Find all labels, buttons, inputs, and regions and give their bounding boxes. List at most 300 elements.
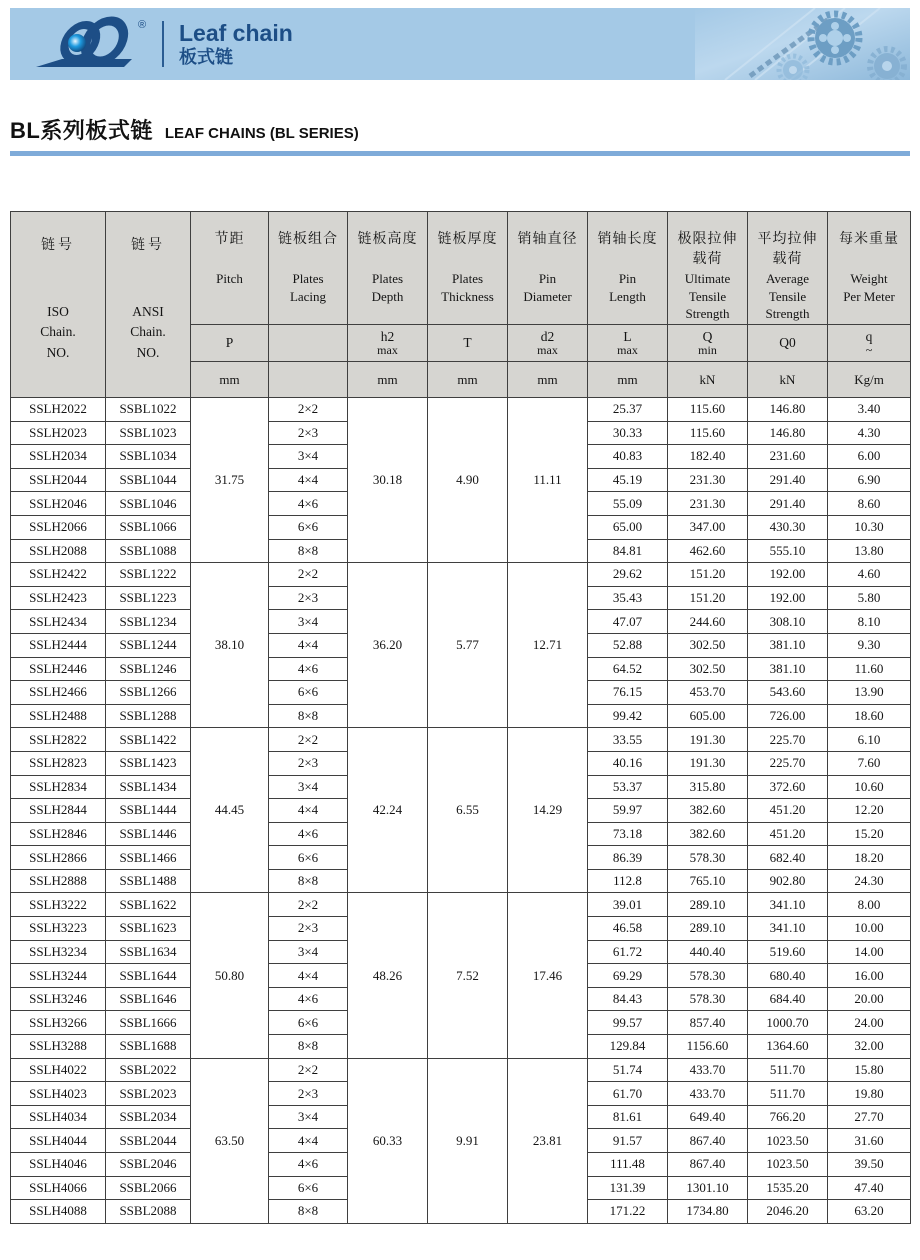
cell-weight: 18.60	[828, 704, 911, 728]
cell-iso-chain-no: SSLH2034	[11, 445, 106, 469]
cell-weight: 39.50	[828, 1153, 911, 1177]
cell-plates-thickness: 6.55	[428, 728, 508, 893]
cell-weight: 13.80	[828, 539, 911, 563]
cell-average-tensile: 231.60	[748, 445, 828, 469]
cell-average-tensile: 2046.20	[748, 1200, 828, 1224]
cell-pin-diameter: 23.81	[508, 1058, 588, 1223]
cell-pitch: 50.80	[191, 893, 269, 1058]
cell-plates-lacing: 2×2	[269, 563, 348, 587]
cell-average-tensile: 543.60	[748, 681, 828, 705]
cell-iso-chain-no: SSLH4023	[11, 1082, 106, 1106]
cell-plates-lacing: 3×4	[269, 445, 348, 469]
cell-weight: 15.80	[828, 1058, 911, 1082]
cell-iso-chain-no: SSLH2044	[11, 468, 106, 492]
cell-plates-depth: 36.20	[348, 563, 428, 728]
cell-pin-length: 59.97	[588, 799, 668, 823]
cell-pin-length: 52.88	[588, 633, 668, 657]
cell-ansi-chain-no: SSBL1423	[106, 751, 191, 775]
cell-average-tensile: 1364.60	[748, 1035, 828, 1059]
header-plates-thickness: 链板厚度 Plates Thickness	[428, 212, 508, 325]
cell-ansi-chain-no: SSBL2023	[106, 1082, 191, 1106]
cell-plates-lacing: 2×2	[269, 1058, 348, 1082]
cell-plates-lacing: 8×8	[269, 539, 348, 563]
cell-plates-thickness: 5.77	[428, 563, 508, 728]
cell-pin-length: 84.43	[588, 987, 668, 1011]
cell-iso-chain-no: SSLH4034	[11, 1105, 106, 1129]
cell-pin-length: 69.29	[588, 964, 668, 988]
cell-ultimate-tensile: 433.70	[668, 1082, 748, 1106]
cell-weight: 11.60	[828, 657, 911, 681]
cell-plates-lacing: 2×2	[269, 728, 348, 752]
cell-pin-length: 40.83	[588, 445, 668, 469]
cell-pin-length: 45.19	[588, 468, 668, 492]
cell-ultimate-tensile: 191.30	[668, 728, 748, 752]
cell-pin-length: 91.57	[588, 1129, 668, 1153]
cell-weight: 24.00	[828, 1011, 911, 1035]
cell-pin-length: 61.72	[588, 940, 668, 964]
cell-plates-thickness: 9.91	[428, 1058, 508, 1223]
cell-ansi-chain-no: SSBL1066	[106, 515, 191, 539]
cell-weight: 5.80	[828, 586, 911, 610]
cell-plates-lacing: 4×4	[269, 468, 348, 492]
product-name-zh: 板式链	[179, 46, 233, 67]
cell-plates-depth: 42.24	[348, 728, 428, 893]
cell-plates-lacing: 3×4	[269, 610, 348, 634]
cell-pin-length: 35.43	[588, 586, 668, 610]
cell-ansi-chain-no: SSBL1223	[106, 586, 191, 610]
cell-average-tensile: 341.10	[748, 917, 828, 941]
cell-plates-lacing: 4×4	[269, 799, 348, 823]
cell-ansi-chain-no: SSBL1622	[106, 893, 191, 917]
cell-weight: 13.90	[828, 681, 911, 705]
cell-ultimate-tensile: 382.60	[668, 799, 748, 823]
header-ansi-chain-no	[106, 212, 191, 398]
cell-plates-thickness: 4.90	[428, 398, 508, 563]
cell-iso-chain-no: SSLH3222	[11, 893, 106, 917]
header-unit-pitch: mm	[191, 362, 269, 398]
cell-ansi-chain-no: SSBL1634	[106, 940, 191, 964]
table-row	[11, 728, 911, 752]
cell-pin-length: 46.58	[588, 917, 668, 941]
cell-plates-thickness: 7.52	[428, 893, 508, 1058]
brand-divider	[162, 21, 164, 67]
cell-average-tensile: 451.20	[748, 799, 828, 823]
cell-iso-chain-no: SSLH2088	[11, 539, 106, 563]
header-iso-chain-no	[11, 212, 106, 398]
cell-ultimate-tensile: 231.30	[668, 492, 748, 516]
cell-weight: 6.00	[828, 445, 911, 469]
cell-iso-chain-no: SSLH2846	[11, 822, 106, 846]
cell-iso-chain-no: SSLH3266	[11, 1011, 106, 1035]
cell-average-tensile: 1000.70	[748, 1011, 828, 1035]
header-sym-average: Q0	[748, 325, 828, 362]
cell-ultimate-tensile: 289.10	[668, 893, 748, 917]
header-unit-average: kN	[748, 362, 828, 398]
cell-ansi-chain-no: SSBL1266	[106, 681, 191, 705]
cell-iso-chain-no: SSLH2834	[11, 775, 106, 799]
cell-ultimate-tensile: 578.30	[668, 964, 748, 988]
cell-average-tensile: 1535.20	[748, 1176, 828, 1200]
cell-weight: 15.20	[828, 822, 911, 846]
page-title-en: LEAF CHAINS (BL SERIES)	[164, 125, 359, 142]
cell-ansi-chain-no: SSBL1244	[106, 633, 191, 657]
cell-pitch: 44.45	[191, 728, 269, 893]
cell-average-tensile: 291.40	[748, 468, 828, 492]
cell-iso-chain-no: SSLH4022	[11, 1058, 106, 1082]
header-sym-pin-diameter: d2 max	[508, 325, 588, 362]
cell-ansi-chain-no: SSBL1088	[106, 539, 191, 563]
cell-pin-length: 111.48	[588, 1153, 668, 1177]
cell-ultimate-tensile: 115.60	[668, 398, 748, 422]
header-sym-lacing	[269, 325, 348, 362]
cell-pin-length: 55.09	[588, 492, 668, 516]
cell-plates-lacing: 4×4	[269, 1129, 348, 1153]
cell-plates-lacing: 8×8	[269, 1035, 348, 1059]
cell-plates-lacing: 6×6	[269, 681, 348, 705]
cell-ansi-chain-no: SSBL1044	[106, 468, 191, 492]
cell-average-tensile: 372.60	[748, 775, 828, 799]
header-iso-zh: 链号	[41, 238, 75, 253]
cell-pin-length: 76.15	[588, 681, 668, 705]
cell-weight: 16.00	[828, 964, 911, 988]
cell-iso-chain-no: SSLH2446	[11, 657, 106, 681]
cell-iso-chain-no: SSLH2434	[11, 610, 106, 634]
page-title	[10, 114, 910, 145]
cell-weight: 9.30	[828, 633, 911, 657]
cell-plates-lacing: 4×6	[269, 657, 348, 681]
cell-pin-length: 25.37	[588, 398, 668, 422]
cell-pin-length: 40.16	[588, 751, 668, 775]
header-sym-depth: h2 max	[348, 325, 428, 362]
cell-average-tensile: 291.40	[748, 492, 828, 516]
cell-average-tensile: 381.10	[748, 633, 828, 657]
cell-pin-length: 33.55	[588, 728, 668, 752]
cell-plates-lacing: 2×3	[269, 751, 348, 775]
cell-pin-length: 51.74	[588, 1058, 668, 1082]
company-logo-icon	[36, 15, 152, 73]
cell-weight: 8.60	[828, 492, 911, 516]
cell-plates-depth: 48.26	[348, 893, 428, 1058]
cell-pin-length: 53.37	[588, 775, 668, 799]
header-sym-ultimate: Q min	[668, 325, 748, 362]
cell-average-tensile: 511.70	[748, 1082, 828, 1106]
cell-ultimate-tensile: 578.30	[668, 987, 748, 1011]
cell-plates-lacing: 2×2	[269, 398, 348, 422]
cell-average-tensile: 308.10	[748, 610, 828, 634]
cell-iso-chain-no: SSLH2822	[11, 728, 106, 752]
cell-ultimate-tensile: 1301.10	[668, 1176, 748, 1200]
cell-weight: 4.30	[828, 421, 911, 445]
cell-ultimate-tensile: 1156.60	[668, 1035, 748, 1059]
table-row	[11, 563, 911, 587]
cell-ansi-chain-no: SSBL1646	[106, 987, 191, 1011]
cell-ultimate-tensile: 578.30	[668, 846, 748, 870]
header-weight-per-meter: 每米重量 Weight Per Meter	[828, 212, 911, 325]
cell-pitch: 63.50	[191, 1058, 269, 1223]
cell-average-tensile: 451.20	[748, 822, 828, 846]
cell-ansi-chain-no: SSBL2046	[106, 1153, 191, 1177]
cell-ansi-chain-no: SSBL1466	[106, 846, 191, 870]
cell-plates-lacing: 4×4	[269, 964, 348, 988]
header-sym-thickness: T	[428, 325, 508, 362]
cell-average-tensile: 682.40	[748, 846, 828, 870]
cell-pin-length: 47.07	[588, 610, 668, 634]
cell-ultimate-tensile: 867.40	[668, 1129, 748, 1153]
cell-pin-length: 39.01	[588, 893, 668, 917]
cell-ultimate-tensile: 151.20	[668, 563, 748, 587]
header-unit-pin-length: mm	[588, 362, 668, 398]
header-iso-sub: ISO Chain. NO.	[40, 304, 76, 360]
cell-iso-chain-no: SSLH2866	[11, 846, 106, 870]
logo-block	[36, 15, 152, 73]
cell-ultimate-tensile: 649.40	[668, 1105, 748, 1129]
cell-iso-chain-no: SSLH2023	[11, 421, 106, 445]
cell-pin-length: 129.84	[588, 1035, 668, 1059]
header-average-tensile: 平均拉伸 载荷 Average Tensile Strength	[748, 212, 828, 325]
cell-plates-lacing: 4×6	[269, 492, 348, 516]
cell-ultimate-tensile: 382.60	[668, 822, 748, 846]
cell-ultimate-tensile: 289.10	[668, 917, 748, 941]
cell-average-tensile: 511.70	[748, 1058, 828, 1082]
cell-plates-lacing: 2×2	[269, 893, 348, 917]
cell-average-tensile: 225.70	[748, 751, 828, 775]
header-unit-lacing	[269, 362, 348, 398]
cell-plates-lacing: 6×6	[269, 846, 348, 870]
cell-average-tensile: 225.70	[748, 728, 828, 752]
header-banner	[10, 8, 910, 80]
cell-ultimate-tensile: 440.40	[668, 940, 748, 964]
cell-ultimate-tensile: 347.00	[668, 515, 748, 539]
cell-ansi-chain-no: SSBL2066	[106, 1176, 191, 1200]
cell-plates-lacing: 2×3	[269, 917, 348, 941]
cell-ansi-chain-no: SSBL1234	[106, 610, 191, 634]
cell-plates-lacing: 4×6	[269, 822, 348, 846]
cell-ultimate-tensile: 867.40	[668, 1153, 748, 1177]
cell-average-tensile: 684.40	[748, 987, 828, 1011]
header-pin-length: 销轴长度 Pin Length	[588, 212, 668, 325]
cell-iso-chain-no: SSLH2888	[11, 869, 106, 893]
cell-pin-length: 29.62	[588, 563, 668, 587]
header-pitch: 节距 Pitch	[191, 212, 269, 325]
header-ansi-zh: 链号	[131, 238, 165, 253]
cell-weight: 12.20	[828, 799, 911, 823]
cell-iso-chain-no: SSLH2444	[11, 633, 106, 657]
cell-pin-length: 86.39	[588, 846, 668, 870]
cell-plates-depth: 60.33	[348, 1058, 428, 1223]
cell-average-tensile: 726.00	[748, 704, 828, 728]
cell-plates-depth: 30.18	[348, 398, 428, 563]
cell-weight: 10.60	[828, 775, 911, 799]
title-divider	[10, 151, 910, 156]
header-sym-pitch: P	[191, 325, 269, 362]
cell-ansi-chain-no: SSBL1023	[106, 421, 191, 445]
cell-pin-length: 73.18	[588, 822, 668, 846]
cell-pin-length: 131.39	[588, 1176, 668, 1200]
cell-plates-lacing: 2×3	[269, 421, 348, 445]
cell-pitch: 38.10	[191, 563, 269, 728]
cell-pin-diameter: 12.71	[508, 563, 588, 728]
cell-pin-length: 112.8	[588, 869, 668, 893]
cell-average-tensile: 146.80	[748, 421, 828, 445]
cell-weight: 7.60	[828, 751, 911, 775]
cell-ansi-chain-no: SSBL1444	[106, 799, 191, 823]
gears-image	[695, 8, 910, 80]
cell-ultimate-tensile: 453.70	[668, 681, 748, 705]
cell-ultimate-tensile: 605.00	[668, 704, 748, 728]
cell-plates-lacing: 2×3	[269, 1082, 348, 1106]
cell-ansi-chain-no: SSBL2034	[106, 1105, 191, 1129]
header-ansi-sub: ANSI Chain. NO.	[130, 304, 166, 360]
product-name-en: Leaf chain	[179, 20, 293, 47]
table-header	[11, 212, 911, 398]
cell-iso-chain-no: SSLH2046	[11, 492, 106, 516]
cell-ansi-chain-no: SSBL1446	[106, 822, 191, 846]
cell-plates-lacing: 3×4	[269, 775, 348, 799]
cell-iso-chain-no: SSLH3244	[11, 964, 106, 988]
cell-weight: 6.10	[828, 728, 911, 752]
cell-ansi-chain-no: SSBL1666	[106, 1011, 191, 1035]
cell-ultimate-tensile: 302.50	[668, 657, 748, 681]
cell-iso-chain-no: SSLH3234	[11, 940, 106, 964]
header-unit-thickness: mm	[428, 362, 508, 398]
cell-iso-chain-no: SSLH2844	[11, 799, 106, 823]
cell-plates-lacing: 8×8	[269, 869, 348, 893]
cell-pitch: 31.75	[191, 398, 269, 563]
cell-weight: 10.30	[828, 515, 911, 539]
header-sym-pin-length: L max	[588, 325, 668, 362]
cell-average-tensile: 192.00	[748, 563, 828, 587]
cell-pin-length: 171.22	[588, 1200, 668, 1224]
cell-pin-diameter: 17.46	[508, 893, 588, 1058]
cell-weight: 10.00	[828, 917, 911, 941]
cell-weight: 24.30	[828, 869, 911, 893]
product-names	[179, 20, 293, 67]
cell-plates-lacing: 3×4	[269, 940, 348, 964]
cell-weight: 18.20	[828, 846, 911, 870]
cell-average-tensile: 1023.50	[748, 1153, 828, 1177]
cell-weight: 8.10	[828, 610, 911, 634]
cell-weight: 19.80	[828, 1082, 911, 1106]
cell-plates-lacing: 8×8	[269, 1200, 348, 1224]
header-unit-weight: Kg/m	[828, 362, 911, 398]
cell-pin-length: 84.81	[588, 539, 668, 563]
cell-iso-chain-no: SSLH3288	[11, 1035, 106, 1059]
cell-pin-length: 61.70	[588, 1082, 668, 1106]
cell-plates-lacing: 6×6	[269, 1176, 348, 1200]
cell-iso-chain-no: SSLH2422	[11, 563, 106, 587]
header-pin-diameter: 销轴直径 Pin Diameter	[508, 212, 588, 325]
cell-ansi-chain-no: SSBL1022	[106, 398, 191, 422]
cell-average-tensile: 430.30	[748, 515, 828, 539]
cell-iso-chain-no: SSLH2423	[11, 586, 106, 610]
cell-ansi-chain-no: SSBL1644	[106, 964, 191, 988]
cell-average-tensile: 680.40	[748, 964, 828, 988]
header-unit-pin-diameter: mm	[508, 362, 588, 398]
cell-ansi-chain-no: SSBL2022	[106, 1058, 191, 1082]
table-row	[11, 398, 911, 422]
cell-weight: 31.60	[828, 1129, 911, 1153]
cell-plates-lacing: 4×4	[269, 633, 348, 657]
cell-ansi-chain-no: SSBL1246	[106, 657, 191, 681]
spec-table	[10, 211, 911, 1224]
cell-ultimate-tensile: 115.60	[668, 421, 748, 445]
cell-ansi-chain-no: SSBL1488	[106, 869, 191, 893]
cell-ultimate-tensile: 765.10	[668, 869, 748, 893]
cell-average-tensile: 519.60	[748, 940, 828, 964]
cell-weight: 4.60	[828, 563, 911, 587]
cell-ansi-chain-no: SSBL1434	[106, 775, 191, 799]
cell-ultimate-tensile: 244.60	[668, 610, 748, 634]
cell-weight: 3.40	[828, 398, 911, 422]
cell-ultimate-tensile: 151.20	[668, 586, 748, 610]
cell-iso-chain-no: SSLH3223	[11, 917, 106, 941]
cell-iso-chain-no: SSLH2488	[11, 704, 106, 728]
cell-average-tensile: 192.00	[748, 586, 828, 610]
cell-ultimate-tensile: 857.40	[668, 1011, 748, 1035]
cell-average-tensile: 1023.50	[748, 1129, 828, 1153]
cell-ansi-chain-no: SSBL1046	[106, 492, 191, 516]
cell-weight: 8.00	[828, 893, 911, 917]
cell-ultimate-tensile: 1734.80	[668, 1200, 748, 1224]
cell-ansi-chain-no: SSBL2044	[106, 1129, 191, 1153]
cell-pin-diameter: 14.29	[508, 728, 588, 893]
cell-ansi-chain-no: SSBL2088	[106, 1200, 191, 1224]
cell-average-tensile: 146.80	[748, 398, 828, 422]
cell-iso-chain-no: SSLH2022	[11, 398, 106, 422]
cell-ultimate-tensile: 231.30	[668, 468, 748, 492]
cell-weight: 14.00	[828, 940, 911, 964]
cell-iso-chain-no: SSLH4088	[11, 1200, 106, 1224]
header-sym-weight: q ~	[828, 325, 911, 362]
cell-plates-lacing: 4×6	[269, 987, 348, 1011]
cell-ansi-chain-no: SSBL1034	[106, 445, 191, 469]
cell-ansi-chain-no: SSBL1288	[106, 704, 191, 728]
cell-ultimate-tensile: 182.40	[668, 445, 748, 469]
cell-weight: 20.00	[828, 987, 911, 1011]
header-ultimate-tensile: 极限拉伸 载荷 Ultimate Tensile Strength	[668, 212, 748, 325]
cell-pin-length: 30.33	[588, 421, 668, 445]
cell-weight: 47.40	[828, 1176, 911, 1200]
header-plates-depth: 链板高度 Plates Depth	[348, 212, 428, 325]
cell-average-tensile: 381.10	[748, 657, 828, 681]
cell-iso-chain-no: SSLH2066	[11, 515, 106, 539]
cell-plates-lacing: 4×6	[269, 1153, 348, 1177]
cell-iso-chain-no: SSLH2823	[11, 751, 106, 775]
cell-average-tensile: 766.20	[748, 1105, 828, 1129]
cell-average-tensile: 902.80	[748, 869, 828, 893]
cell-plates-lacing: 2×3	[269, 586, 348, 610]
cell-ultimate-tensile: 433.70	[668, 1058, 748, 1082]
cell-iso-chain-no: SSLH4046	[11, 1153, 106, 1177]
cell-average-tensile: 555.10	[748, 539, 828, 563]
cell-ansi-chain-no: SSBL1222	[106, 563, 191, 587]
cell-weight: 27.70	[828, 1105, 911, 1129]
page-title-zh: BL系列板式链	[10, 118, 153, 143]
cell-weight: 63.20	[828, 1200, 911, 1224]
cell-ansi-chain-no: SSBL1422	[106, 728, 191, 752]
cell-pin-length: 99.42	[588, 704, 668, 728]
cell-pin-diameter: 11.11	[508, 398, 588, 563]
cell-iso-chain-no: SSLH4066	[11, 1176, 106, 1200]
cell-ultimate-tensile: 315.80	[668, 775, 748, 799]
table-row	[11, 893, 911, 917]
cell-ansi-chain-no: SSBL1688	[106, 1035, 191, 1059]
cell-iso-chain-no: SSLH2466	[11, 681, 106, 705]
catalog-page	[10, 0, 910, 1224]
cell-ansi-chain-no: SSBL1623	[106, 917, 191, 941]
cell-ultimate-tensile: 191.30	[668, 751, 748, 775]
cell-ultimate-tensile: 302.50	[668, 633, 748, 657]
